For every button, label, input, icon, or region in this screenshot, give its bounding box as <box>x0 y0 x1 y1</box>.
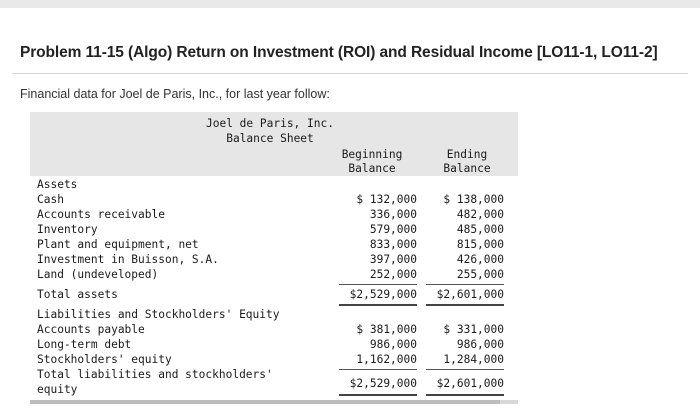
beginning-value: 397,000 <box>369 253 417 266</box>
row-label: Inventory <box>37 223 98 236</box>
total-rule-beginning <box>339 394 417 396</box>
ending-value: 255,000 <box>456 268 504 281</box>
beginning-value: 579,000 <box>369 223 417 236</box>
beginning-value: 1,162,000 <box>356 353 417 366</box>
row-label: Investment in Buisson, S.A. <box>37 253 219 266</box>
ending-value: 1,284,000 <box>443 353 504 366</box>
ending-value: 986,000 <box>456 338 504 351</box>
beginning-value: 252,000 <box>369 268 417 281</box>
top-bar <box>0 0 700 8</box>
beginning-value: $2,529,000 <box>349 288 417 301</box>
statement-title: Balance Sheet <box>226 132 314 145</box>
table-row <box>30 267 518 282</box>
subtotal-rule-beginning <box>339 284 417 285</box>
row-label: equity <box>37 383 78 396</box>
row-label: Land (undeveloped) <box>37 268 159 281</box>
problem-intro: Financial data for Joel de Paris, Inc., for last year follow: <box>20 87 330 101</box>
row-label: Accounts payable <box>37 323 145 336</box>
table-row <box>30 352 518 367</box>
row-label: Cash <box>37 193 64 206</box>
title-divider <box>12 73 688 74</box>
balance-sheet-table <box>30 112 518 396</box>
company-name: Joel de Paris, Inc. <box>206 117 334 130</box>
table-row <box>30 207 518 222</box>
beginning-value: $2,529,000 <box>349 377 417 390</box>
table-row <box>30 222 518 237</box>
horizontal-scrollbar[interactable] <box>30 400 518 404</box>
table-row-total-assets <box>30 287 518 302</box>
ending-value: 482,000 <box>456 208 504 221</box>
beginning-value: $ 132,000 <box>356 193 417 206</box>
ending-value: 815,000 <box>456 238 504 251</box>
beginning-value: $ 381,000 <box>356 323 417 336</box>
section-label: Liabilities and Stockholders' Equity <box>37 308 280 321</box>
subtotal-rule-ending <box>426 284 504 285</box>
ending-value: 426,000 <box>456 253 504 266</box>
row-label: Plant and equipment, net <box>37 238 199 251</box>
column-header-ending: Ending Balance <box>443 148 491 175</box>
ending-value: $ 138,000 <box>443 193 504 206</box>
total-rule-ending <box>426 304 504 306</box>
beginning-value: 336,000 <box>369 208 417 221</box>
problem-title: Problem 11-15 (Algo) Return on Investment (ROI) and Residual Income [LO11-1, LO11-2] <box>20 44 658 61</box>
total-rule-ending <box>426 394 504 396</box>
section-heading-liabilities <box>30 307 518 322</box>
column-header-beginning: Beginning Balance <box>341 148 403 175</box>
section-label: Assets <box>37 178 78 191</box>
table-row <box>30 252 518 267</box>
table-row <box>30 337 518 352</box>
ending-value: 485,000 <box>456 223 504 236</box>
row-label: Total liabilities and stockholders' <box>37 368 273 381</box>
table-row <box>30 237 518 252</box>
beginning-value: 833,000 <box>369 238 417 251</box>
ending-value: $ 331,000 <box>443 323 504 336</box>
ending-value: $2,601,000 <box>436 377 504 390</box>
beginning-value: 986,000 <box>369 338 417 351</box>
section-heading-assets <box>30 177 518 192</box>
total-rule-beginning <box>339 304 417 306</box>
table-row <box>30 192 518 207</box>
scrollbar-thumb[interactable] <box>30 400 500 404</box>
table-row <box>30 322 518 337</box>
row-label: Long-term debt <box>37 338 132 351</box>
row-label: Total assets <box>37 288 118 301</box>
row-label: Accounts receivable <box>37 208 165 221</box>
ending-value: $2,601,000 <box>436 288 504 301</box>
row-label: Stockholders' equity <box>37 353 172 366</box>
